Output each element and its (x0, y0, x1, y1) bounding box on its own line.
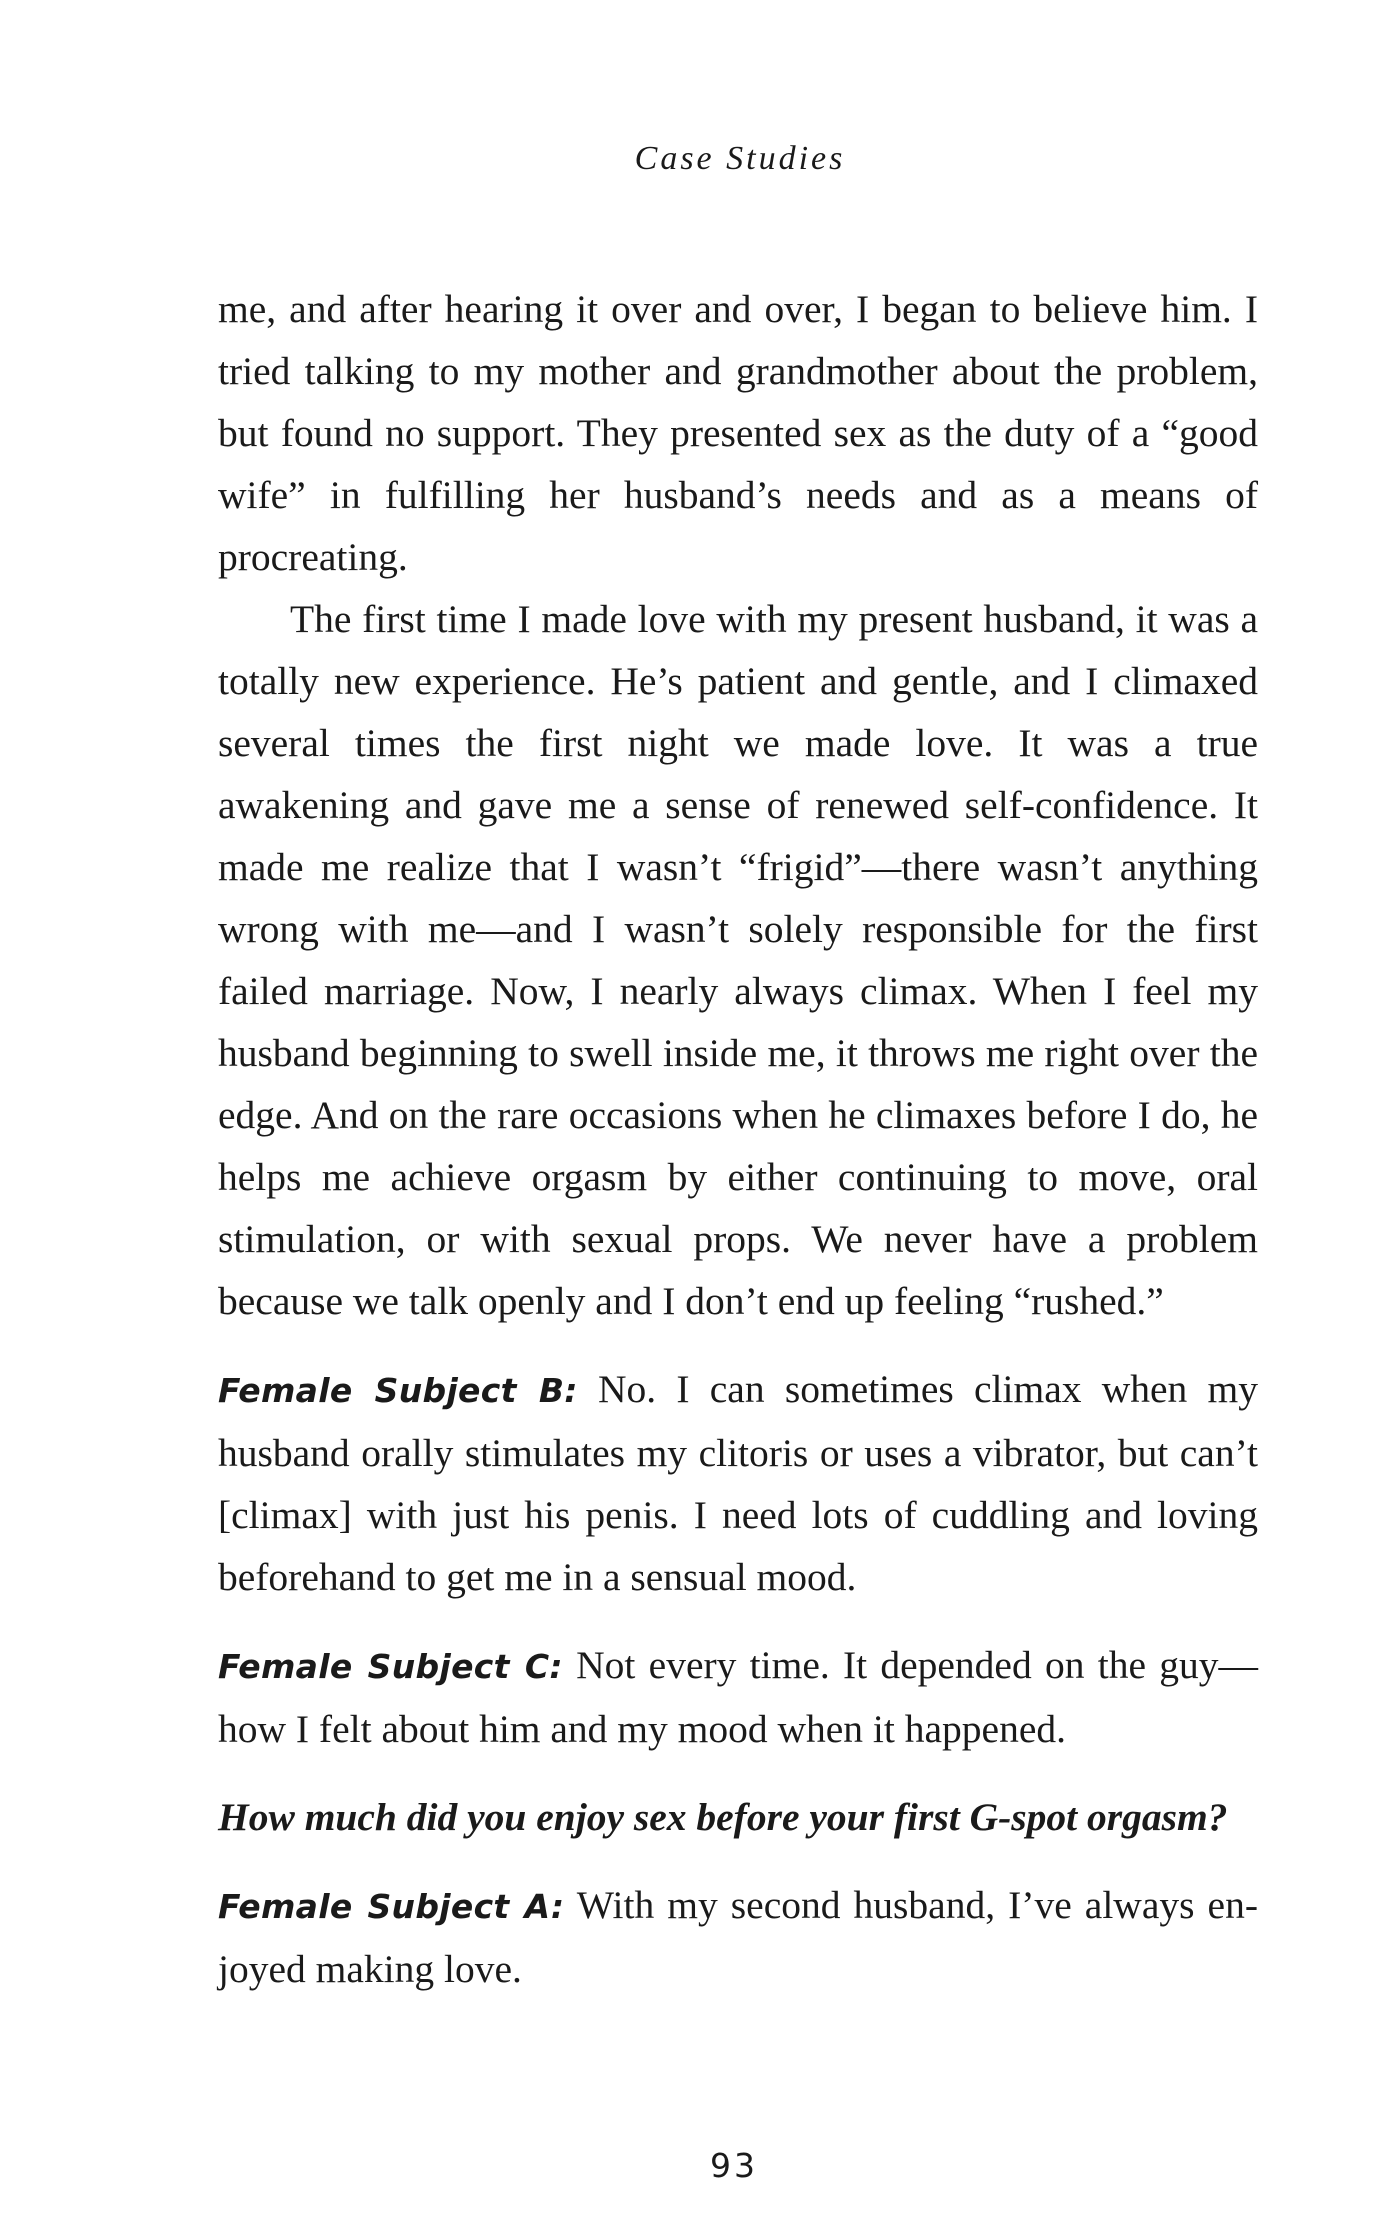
response-subject-b (218, 1358, 1258, 1608)
page-body (218, 278, 1258, 2000)
speaker-label: Female Subject B: (218, 1371, 578, 1410)
response-subject-c (218, 1634, 1258, 1760)
running-head: Case Studies (634, 140, 846, 177)
paragraph-continued: me, and after hearing it over and over, I began to believe him. I tried talking to my mother and grandmother about the problem, but found no support. They presented sex as the duty of a “good wife” in fulfilling her husband’s needs and as a means of procreating. (218, 287, 1258, 579)
response-text: No. I can sometimes climax when my husband orally stimulates my clitoris or uses a vibrator, but can’t [climax] with just his penis. I need lots of cuddling and loving beforehand to get me in a sensual mood. (218, 1367, 1258, 1599)
paragraph-present-husband: The first time I made love with my present husband, it was a totally new experience. He’s patient and gentle, and I climaxed several times the first night we made love. It was a true awakening and gave me a sense of renewed self-confidence. It made me realize that I wasn’t “frigid”—there wasn’t anything wrong with me—and I wasn’t solely responsible for the first failed marriage. Now, I nearly always climax. When I feel my husband beginning to swell inside me, it throws me right over the edge. And on the rare occasions when he climaxes before I do, he helps me achieve orgasm by either continuing to move, oral stimulation, or with sexual props. We never have a problem because we talk openly and I don’t end up feeling “rushed.” (218, 597, 1258, 1323)
response-subject-a (218, 1874, 1258, 2000)
response-text: Not every time. It depended on the guy—how I felt about him and my mood when it happened. (218, 1643, 1259, 1751)
speaker-label: Female Subject A: (218, 1887, 565, 1926)
response-text: With my second husband, I’ve always enjoyed making love. (218, 1883, 1258, 1991)
interview-question: How much did you enjoy sex before your first G-spot orgasm? (218, 1795, 1228, 1839)
speaker-label: Female Subject C: (218, 1647, 563, 1686)
page-number: 93 (710, 2146, 758, 2185)
